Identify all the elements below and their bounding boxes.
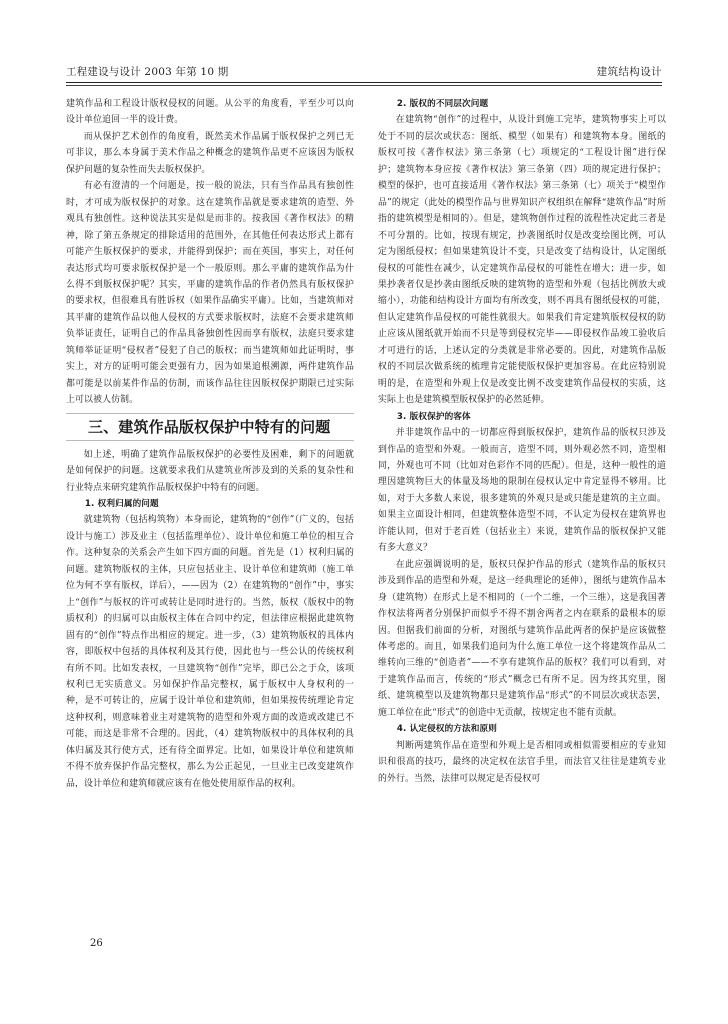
header-rule-thin [66,85,662,86]
body-paragraph: 有必有澄清的一个问题是，按一般的说法，只有当作品具有独创性时，才可成为版权保护的对象。这在建筑作品就是要求建筑的造型、外观具有独创性。这种说法其实是似是而非的。按我国《著作权法》的精神，除了第五条规定的排除适用的范围外，在其他任何表达形式上都有可能产生版权保护的要求，并能得到保护；而在英国，事实上，对任何表达形式均可要求版权保护是一个一般原则。那么平庸的建筑作品为什么得不到版权保护呢？其实，平庸的建筑作品的作者仍然具有版权保护的要求权，但很难具有胜诉权（如果作品确实平庸）。比如，当建筑师对其平庸的建筑作品以他人侵权的方式要求版权时，法庭不会要求建筑师负举证责任，证明自己的作品具备独创性因而享有版权，法庭只要求建筑师举证证明“侵权者”侵犯了自己的版权；而当建筑师如此证明时，事实上，对方的证明可能会更强有力，因为如果追根溯源，两件建筑作品都可能是以前某件作品的仿制，而该作品往往因版权保护期限已过实际上可以被人仿制。 [66,181,354,406]
page-number: 26 [90,938,103,949]
subsection-heading: 1. 权利归属的问题 [84,498,159,509]
left-text-column [66,96,354,792]
subsection-heading: 2. 版权的不同层次问题 [396,99,489,109]
body-paragraph: 在建筑物“创作”的过程中，从设计到施工完毕，建筑物事实上可以处于不同的层次或状态：图纸、模型（如果有）和建筑物本身。图纸的版权可按《著作权法》第三条第（七）项规定的“工程设计图”进行保护；建筑物本身应按《著作权法》第三条第（四）项的规定进行保护；模型的保护，也可直接适用《著作权法》第三条第（七）项关于“模型作品”的规定（此处的模型作品与世界知识产权组织在解释“建筑作品”时所指的建筑模型是相同的）。但是，建筑物创作过程的流程性决定此三者是不可分割的。比如，按现有规定，抄袭图纸时仅是改变绘图比例，可认定为图纸侵权；但如果建筑设计不变，只是改变了结构设计，认定图纸侵权的可能性在减少，认定建筑作品侵权的可能性在增大；进一步，如果抄袭者仅是抄袭由图纸反映的建筑物的造型和外观（包括比例放大或缩小），功能和结构设计方面均有所改变，则不再具有图纸侵权的可能，但认定建筑作品侵权的可能性就很大。如果我们肯定建筑版权侵权的防止应该从图纸就开始而不只是等到侵权完毕——即侵权作品竣工验收后才可进行的话，上述认定的分类就是非常必要的。因此，对建筑作品版权的不同层次做系统的梳理肯定能使版权保护更加容易。在此应特别说明的是，在造型和外观上仅是改变比例不改变建筑作品侵权的实质，这实际上也是建筑模型版权保护的必然延伸。 [378,115,666,406]
body-paragraph: 就建筑物（包括构筑物）本身而论，建筑物的“创作”（广义的，包括设计与施工）涉及业主（包括监理单位）、设计单位和施工单位的相互合作。这种复杂的关系会产生如下四方面的问题。首先是（1）权利归属的问题。建筑物版权的主体，只应包括业主、设计单位和建筑师（施工单位为何不享有版权，详后），——因为（2）在建筑物的“创作”中，事实上“创作”与版权的许可或转让是同时进行的。当然，版权（版权中的物质权利）的归属可以由版权主体在合同中约定，但法律应根据此建筑物固有的“创作”特点作出相应的规定。进一步，（3）建筑物版权的具体内容，即版权中包括的具体权利及其行使，因此也与一些公认的传统权利有所不同。比如发表权，一旦建筑物“创作”完毕，即已公之于众，该项权利已无实质意义。另如保护作品完整权，属于版权中人身权利的一种，是不可转让的，应属于设计单位和建筑师，但如果按传统理论肯定这种权利，则意味着业主对建筑物的造型和外观方面的改造或改建已不可能，而这是非常不合理的。因此，（4）建筑物版权中的具体权利的具体归属及其行使方式，还有待全面界定。比如，如果设计单位和建筑师不得不放弃保护作品完整权，那么为公正起见，一旦业主已改变建筑作品，设计单位和建筑师就应该有在他处使用原作品的权利。 [66,515,354,789]
body-paragraph: 建筑作品和工程设计版权侵权的问题。从公平的角度看，平至少可以向设计单位追回一半的设计费。 [66,99,354,126]
column-category-label: 建筑结构设计 [596,66,662,78]
journal-issue-label: 工程建设与设计 2003 年第 10 期 [66,66,229,78]
body-paragraph: 如上述，明确了建筑作品版权保护的必要性及困难，剩下的问题就是如何保护的问题。这就要求我们从建筑业所涉及到的关系的复杂性和行业特点来研究建筑作品版权保护中特有的问题。 [66,449,354,493]
body-paragraph: 并非建筑作品中的一切都应得到版权保护，建筑作品的版权只涉及到作品的造型和外观。一般而言，造型不同，则外观必然不同，造型相同，外观也可不同（比如对色彩作不同的匹配）。但是，这种一般性的道理因建筑物巨大的体量及场地的限制在侵权认定中肯定显得不够用。比如，对于大多数人来说，很多建筑的外观只是或只能是建筑的主立面。如果主立面设计相同，但建筑整体造型不同，不认定为侵权在建筑界也许能认同，但对于老百姓（包括业主）来说，建筑作品的版权保护又能有多大意义？ [378,428,666,554]
body-paragraph: 而从保护艺术创作的角度看，既然美术作品属于版权保护之列已无可非议，那么本身属于美术作品之种概念的建筑作品更不应该因为版权保护问题的复杂性而失去版权保护。 [66,131,354,175]
body-paragraph: 在此应强调说明的是，版权只保护作品的形式（建筑作品的版权只涉及到作品的造型和外观，是这一经典理论的延伸），图纸与建筑作品本身（建筑物）在形式上是不相同的（一个二维，一个三维），这是我国著作权法将两者分别保护而似乎不得不割舍两者之内在联系的最根本的原因。但据我们前面的分析，对图纸与建筑作品此两者的保护是应该做整体考虑的。而且，如果我们追问为什么施工单位一这个将建筑作品从二维转向三维的“创造者”——不享有建筑作品的版权？我们可以看到，对于建筑作品而言，传统的“形式”概念已有所不足。因为终其究里，图纸、建筑模型以及建筑物都只是建筑作品“形式”的不同层次或状态罢，施工单位在此“形式”的创造中无贡献，按规定也不能有贡献。 [378,559,666,718]
running-header [66,64,662,80]
subsection-heading: 3. 版权保护的客体 [396,411,471,422]
header-rule-thick [66,82,662,83]
subsection-heading: 4. 认定侵权的方法和原则 [396,724,498,735]
right-text-column [378,96,666,787]
section-heading: 三、建筑作品版权保护中特有的问题 [66,413,354,441]
body-paragraph: 判断两建筑作品在造型和外观上是否相同或相似需要相应的专业知识和很高的技巧，最终的决定权在法官手里，而法官又往往是建筑专业的外行。当然，法律可以规定是否侵权可 [378,740,666,784]
